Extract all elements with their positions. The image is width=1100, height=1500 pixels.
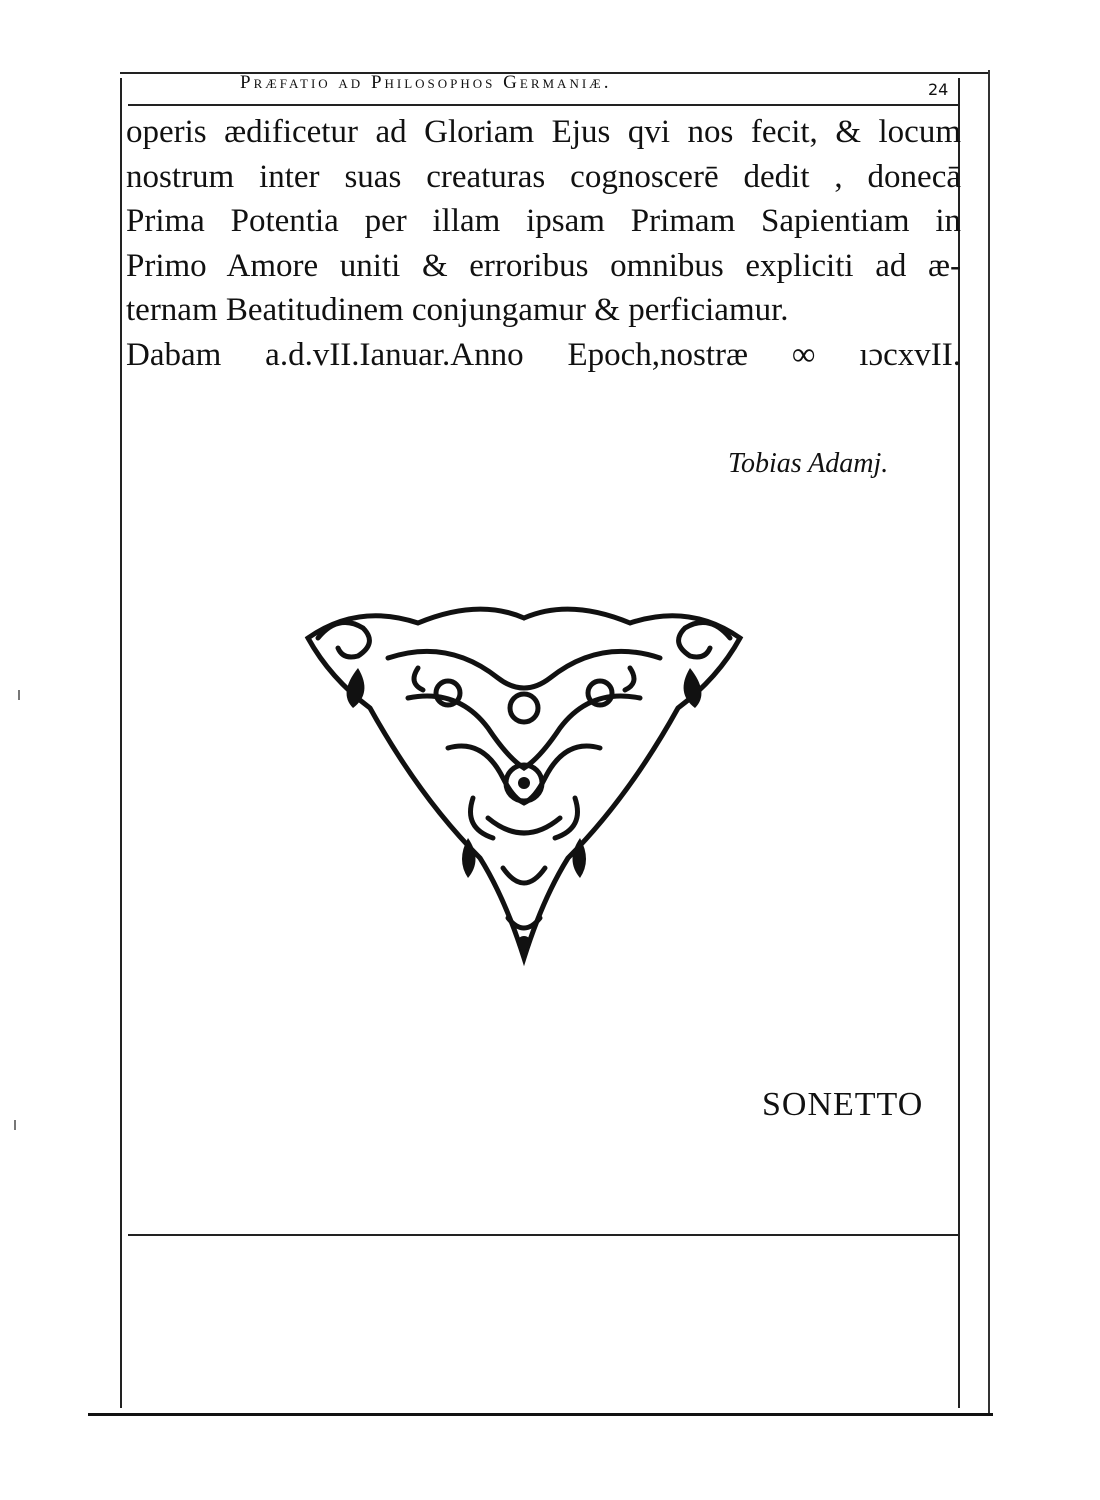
catchword: SONETTO — [762, 1086, 924, 1123]
body-line: nostrum inter suas creaturas cognoscerē dedit , donecā — [126, 158, 961, 195]
body-line: Prima Potentia per illam ipsam Primam Sapientiam in — [126, 203, 961, 239]
footer-rule — [128, 1234, 958, 1236]
body-line-dateline: Dabam a.d.vII.Ianuar.Anno Epoch,nostræ ∞ ıɔcxvII. — [126, 336, 961, 373]
bottom-rule — [88, 1413, 993, 1416]
body-line: operis ædificetur ad Gloriam Ejus qvi nos fecit, & locum — [126, 114, 961, 150]
page-frame-left — [120, 78, 122, 1408]
page-number: 24 — [928, 80, 949, 99]
margin-speck — [18, 690, 20, 700]
page-frame-outer-right — [988, 70, 990, 1415]
floral-ornament-icon — [298, 598, 750, 970]
signature: Tobias Adamj. — [728, 448, 889, 479]
body-paragraph — [126, 110, 961, 377]
header-rule — [128, 104, 958, 106]
margin-speck — [14, 1120, 16, 1130]
running-head: Præfatio ad Philosophos Germaniæ. — [240, 72, 612, 93]
body-line: Primo Amore uniti & erroribus omnibus expliciti ad æ- — [126, 247, 961, 284]
body-line: ternam Beatitudinem conjungamur & perficiamur. — [126, 292, 789, 328]
